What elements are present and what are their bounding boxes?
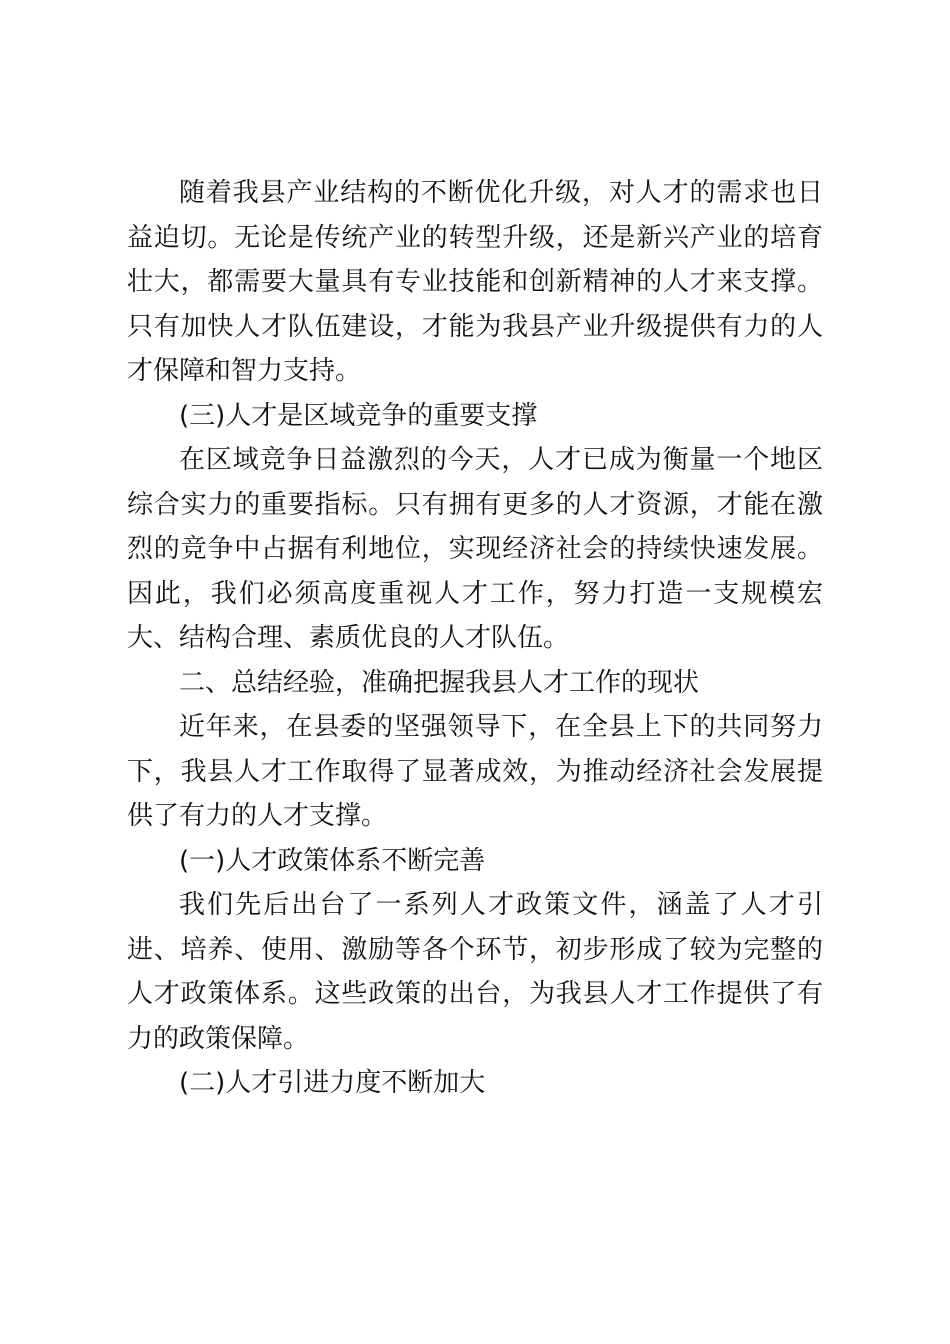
paragraph-regional-competition: 在区域竞争日益激烈的今天，人才已成为衡量一个地区综合实力的重要指标。只有拥有更多的人才资源，才能在激烈的竞争中占据有利地位，实现经济社会的持续快速发展。因此，我们必须高度重视人才工作，努力打造一支规模宏大、结构合理、素质优良的人才队伍。	[127, 445, 823, 653]
heading-summary-experience: 二、总结经验，准确把握我县人才工作的现状	[179, 667, 700, 698]
heading-regional-competition: (三)人才是区域竞争的重要支撑	[179, 400, 538, 431]
paragraph-industry-upgrade: 随着我县产业结构的不断优化升级，对人才的需求也日益迫切。无论是传统产业的转型升级，还是新兴产业的培育壮大，都需要大量具有专业技能和创新精神的人才来支撑。只有加快人才队伍建设，才能为我县产业升级提供有力的人才保障和智力支持。	[127, 178, 823, 386]
heading-policy-system: (一)人才政策体系不断完善	[179, 845, 486, 876]
document-body	[127, 171, 823, 1106]
paragraph-recent-achievements: 近年来，在县委的坚强领导下，在全县上下的共同努力下，我县人才工作取得了显著成效，为推动经济社会发展提供了有力的人才支撑。	[127, 712, 823, 831]
heading-talent-introduction: (二)人才引进力度不断加大	[179, 1068, 486, 1098]
paragraph-policy-system: 我们先后出台了一系列人才政策文件，涵盖了人才引进、培养、使用、激励等各个环节，初步形成了较为完整的人才政策体系。这些政策的出台，为我县人才工作提供了有力的政策保障。	[127, 890, 823, 1054]
